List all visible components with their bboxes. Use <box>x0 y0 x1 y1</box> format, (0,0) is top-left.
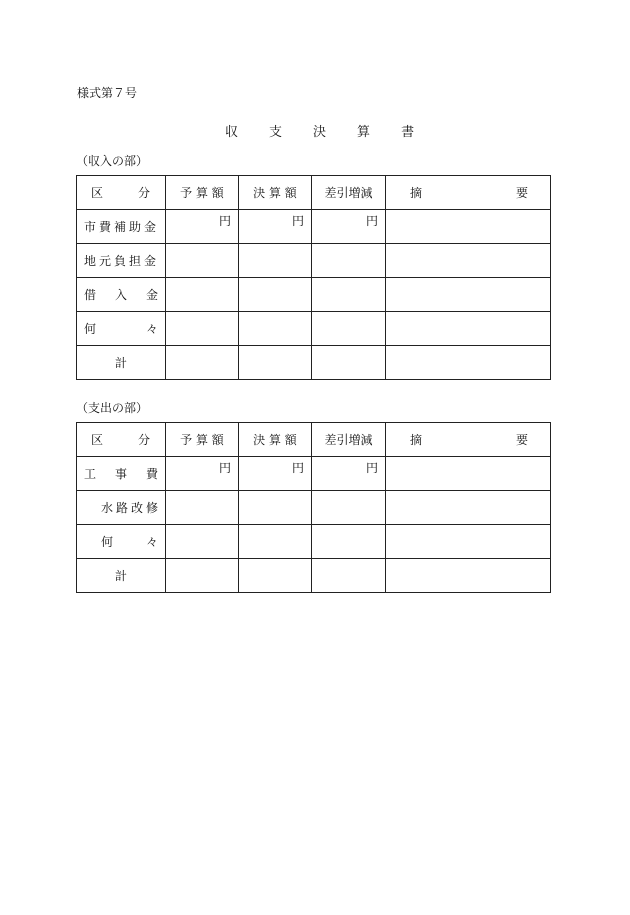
title-char: 支 <box>269 125 283 140</box>
remarks-cell <box>386 457 551 491</box>
table-row <box>77 244 551 278</box>
table-header-row <box>77 176 551 210</box>
row-label-local-share: 地元負担金 <box>77 244 166 278</box>
difference-cell <box>312 346 386 380</box>
budget-cell: 円 <box>166 457 239 491</box>
budget-cell <box>166 346 239 380</box>
row-label-borrowing: 借 入 金 <box>77 278 166 312</box>
budget-cell <box>166 244 239 278</box>
document-title <box>225 121 414 140</box>
row-label-city-subsidy: 市費補助金 <box>77 210 166 244</box>
settlement-cell <box>239 312 312 346</box>
remarks-cell <box>386 525 551 559</box>
settlement-cell <box>239 559 312 593</box>
form-number: 様式第７号 <box>77 86 138 100</box>
table-row <box>77 525 551 559</box>
remarks-cell <box>386 346 551 380</box>
income-section-label: （収入の部） <box>76 154 149 168</box>
difference-cell <box>312 491 386 525</box>
title-char: 決 <box>313 125 327 140</box>
budget-cell <box>166 278 239 312</box>
title-char: 収 <box>225 125 239 140</box>
settlement-cell: 円 <box>239 457 312 491</box>
difference-cell <box>312 525 386 559</box>
difference-cell: 円 <box>312 210 386 244</box>
remarks-cell <box>386 278 551 312</box>
header-category: 区 分 <box>77 423 166 457</box>
row-label-etc: 何 々 <box>77 312 166 346</box>
row-label-etc: 何 々 <box>77 525 166 559</box>
expense-table <box>76 422 551 593</box>
row-label-waterway-repair: 水路改修 <box>77 491 166 525</box>
header-budget: 予 算 額 <box>166 423 239 457</box>
table-row <box>77 491 551 525</box>
difference-cell <box>312 278 386 312</box>
budget-cell: 円 <box>166 210 239 244</box>
difference-cell <box>312 312 386 346</box>
header-category: 区 分 <box>77 176 166 210</box>
table-row <box>77 210 551 244</box>
settlement-cell <box>239 244 312 278</box>
remarks-cell <box>386 559 551 593</box>
title-char: 書 <box>401 125 415 140</box>
table-row <box>77 559 551 593</box>
header-budget: 予 算 額 <box>166 176 239 210</box>
header-difference: 差引増減 <box>312 176 386 210</box>
header-difference: 差引増減 <box>312 423 386 457</box>
remarks-cell <box>386 312 551 346</box>
difference-cell <box>312 244 386 278</box>
settlement-cell <box>239 491 312 525</box>
difference-cell <box>312 559 386 593</box>
header-remarks: 摘 要 <box>386 423 551 457</box>
budget-cell <box>166 312 239 346</box>
table-row <box>77 346 551 380</box>
settlement-cell <box>239 278 312 312</box>
table-row <box>77 457 551 491</box>
income-table <box>76 175 551 380</box>
table-row <box>77 278 551 312</box>
table-row <box>77 312 551 346</box>
row-label-total: 計 <box>77 559 166 593</box>
remarks-cell <box>386 244 551 278</box>
difference-cell: 円 <box>312 457 386 491</box>
budget-cell <box>166 559 239 593</box>
remarks-cell <box>386 210 551 244</box>
header-settlement: 決 算 額 <box>239 423 312 457</box>
header-remarks: 摘 要 <box>386 176 551 210</box>
settlement-cell <box>239 346 312 380</box>
table-header-row <box>77 423 551 457</box>
row-label-construction-cost: 工 事 費 <box>77 457 166 491</box>
remarks-cell <box>386 491 551 525</box>
budget-cell <box>166 525 239 559</box>
header-settlement: 決 算 額 <box>239 176 312 210</box>
budget-cell <box>166 491 239 525</box>
expense-section-label: （支出の部） <box>76 401 149 415</box>
settlement-cell <box>239 525 312 559</box>
title-char: 算 <box>357 125 371 140</box>
row-label-total: 計 <box>77 346 166 380</box>
settlement-cell: 円 <box>239 210 312 244</box>
